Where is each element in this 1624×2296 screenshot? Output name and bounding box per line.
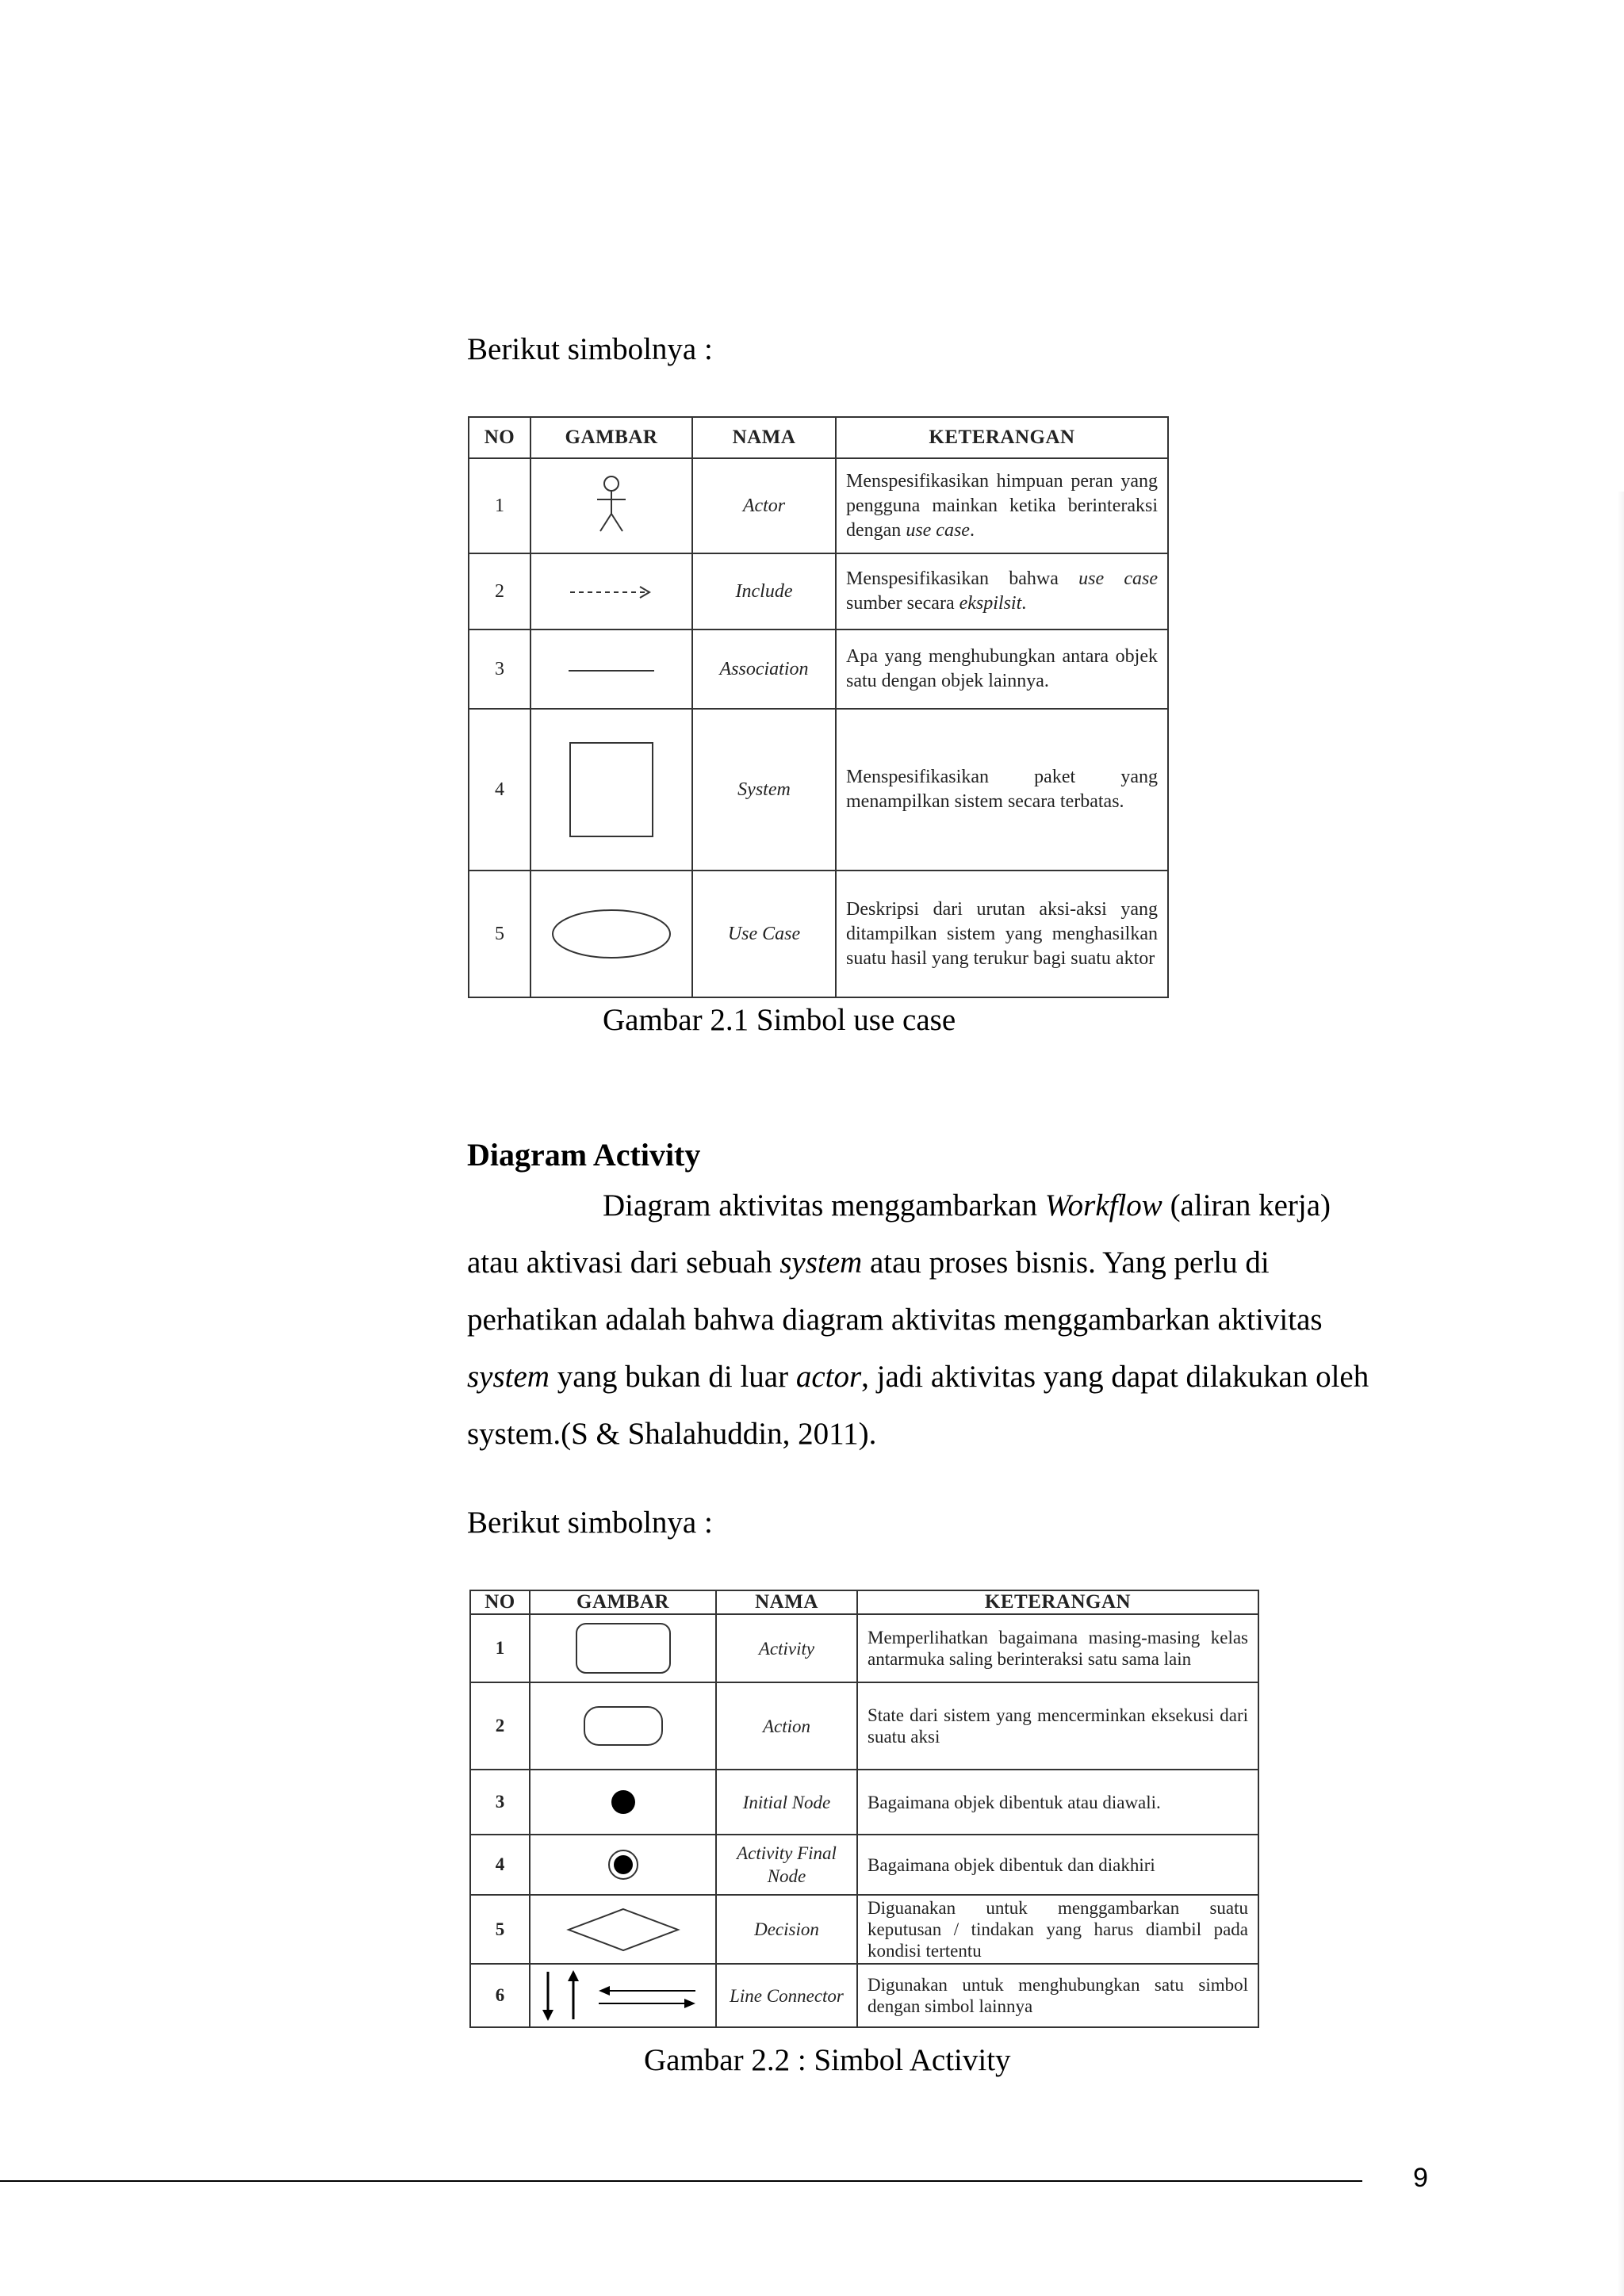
row-number: 5 bbox=[470, 1895, 530, 1964]
header-gambar: GAMBAR bbox=[530, 1590, 716, 1614]
symbol-name: Use Case bbox=[692, 871, 836, 997]
symbol-name: System bbox=[692, 709, 836, 871]
filled-circle-icon bbox=[607, 1786, 639, 1818]
symbol-description: Diguanakan untuk menggambarkan suatu keputusan / tindakan yang harus diambil pada kondisi tertentu bbox=[857, 1895, 1258, 1964]
page-edge-shadow bbox=[1618, 492, 1624, 2296]
header-nama: NAMA bbox=[692, 417, 836, 458]
activity-symbol-table bbox=[469, 1590, 1259, 2028]
table-row bbox=[469, 629, 1168, 709]
symbol-description: Menspesifikasikan paket yang menampilkan sistem secara terbatas. bbox=[836, 709, 1168, 871]
ellipse-icon bbox=[548, 905, 675, 962]
row-number: 3 bbox=[469, 629, 530, 709]
table-row bbox=[469, 709, 1168, 871]
row-number: 4 bbox=[470, 1835, 530, 1895]
table-row bbox=[469, 458, 1168, 553]
symbol-name: Activity Final Node bbox=[716, 1835, 857, 1895]
page-number: 9 bbox=[1413, 2163, 1428, 2193]
symbol-description: Bagaimana objek dibentuk atau diawali. bbox=[857, 1770, 1258, 1835]
symbol-description: Menspesifikasikan himpuan peran yang pengguna mainkan ketika berinteraksi dengan use case. bbox=[836, 458, 1168, 553]
rectangle-icon bbox=[564, 738, 659, 841]
diamond-icon bbox=[564, 1906, 683, 1954]
header-nama: NAMA bbox=[716, 1590, 857, 1614]
symbol-name: Decision bbox=[716, 1895, 857, 1964]
row-number: 2 bbox=[469, 553, 530, 629]
table-row bbox=[470, 1682, 1258, 1770]
rounded-rectangle-icon bbox=[572, 1621, 675, 1676]
intro-text-2: Berikut simbolnya : bbox=[467, 1506, 713, 1540]
symbol-name: Line Connector bbox=[716, 1964, 857, 2027]
symbol-name: Initial Node bbox=[716, 1770, 857, 1835]
table-row bbox=[469, 871, 1168, 997]
symbol-description: State dari sistem yang mencerminkan eksekusi dari suatu aksi bbox=[857, 1682, 1258, 1770]
section-heading: Diagram Activity bbox=[467, 1137, 701, 1173]
row-number: 1 bbox=[469, 458, 530, 553]
row-number: 6 bbox=[470, 1964, 530, 2027]
solid-line-icon bbox=[564, 661, 659, 677]
paragraph-line: system.(S & Shalahuddin, 2011). bbox=[467, 1417, 877, 1451]
symbol-description: Deskripsi dari urutan aksi-aksi yang ditampilkan sistem yang menghasilkan suatu hasil yang terukur bagi suatu aktor bbox=[836, 871, 1168, 997]
symbol-name: Actor bbox=[692, 458, 836, 553]
dashed-arrow-icon bbox=[564, 580, 659, 603]
figure-caption-2: Gambar 2.2 : Simbol Activity bbox=[644, 2043, 1011, 2077]
header-keterangan: KETERANGAN bbox=[857, 1590, 1258, 1614]
table-header-row bbox=[469, 417, 1168, 458]
symbol-description: Apa yang menghubungkan antara objek satu dengan objek lainnya. bbox=[836, 629, 1168, 709]
row-number: 3 bbox=[470, 1770, 530, 1835]
symbol-description: Digunakan untuk menghubungkan satu simbol dengan simbol lainnya bbox=[857, 1964, 1258, 2027]
symbol-description: Menspesifikasikan bahwa use case sumber secara ekspilsit. bbox=[836, 553, 1168, 629]
symbol-name: Activity bbox=[716, 1614, 857, 1682]
table-row bbox=[470, 1770, 1258, 1835]
table-row bbox=[469, 553, 1168, 629]
figure-caption-1: Gambar 2.1 Simbol use case bbox=[603, 1003, 956, 1037]
symbol-description: Memperlihatkan bagaimana masing-masing kelas antarmuka saling berinteraksi satu sama lain bbox=[857, 1614, 1258, 1682]
header-keterangan: KETERANGAN bbox=[836, 417, 1168, 458]
footer-rule bbox=[0, 2180, 1362, 2182]
symbol-name: Include bbox=[692, 553, 836, 629]
table-row bbox=[470, 1895, 1258, 1964]
use-case-symbol-table bbox=[468, 416, 1169, 998]
paragraph-line: system yang bukan di luar actor, jadi aktivitas yang dapat dilakukan oleh bbox=[467, 1360, 1369, 1394]
table-row bbox=[470, 1614, 1258, 1682]
header-no: NO bbox=[469, 417, 530, 458]
row-number: 1 bbox=[470, 1614, 530, 1682]
intro-text-1: Berikut simbolnya : bbox=[467, 332, 713, 366]
arrows-connector-icon bbox=[540, 1967, 707, 2024]
actor-stick-figure-icon bbox=[588, 474, 635, 538]
paragraph-line: perhatikan adalah bahwa diagram aktivitas menggambarkan aktivitas bbox=[467, 1303, 1323, 1337]
table-row bbox=[470, 1964, 1258, 2027]
header-no: NO bbox=[470, 1590, 530, 1614]
rounded-pill-icon bbox=[580, 1704, 667, 1748]
paragraph-line: atau aktivasi dari sebuah system atau proses bisnis. Yang perlu di bbox=[467, 1246, 1270, 1280]
symbol-name: Action bbox=[716, 1682, 857, 1770]
row-number: 4 bbox=[469, 709, 530, 871]
row-number: 5 bbox=[469, 871, 530, 997]
symbol-description: Bagaimana objek dibentuk dan diakhiri bbox=[857, 1835, 1258, 1895]
paragraph-line: Diagram aktivitas menggambarkan Workflow (aliran kerja) bbox=[603, 1188, 1331, 1223]
bullseye-circle-icon bbox=[606, 1847, 641, 1882]
table-row bbox=[470, 1835, 1258, 1895]
row-number: 2 bbox=[470, 1682, 530, 1770]
header-gambar: GAMBAR bbox=[530, 417, 692, 458]
symbol-name: Association bbox=[692, 629, 836, 709]
table-header-row bbox=[470, 1590, 1258, 1614]
